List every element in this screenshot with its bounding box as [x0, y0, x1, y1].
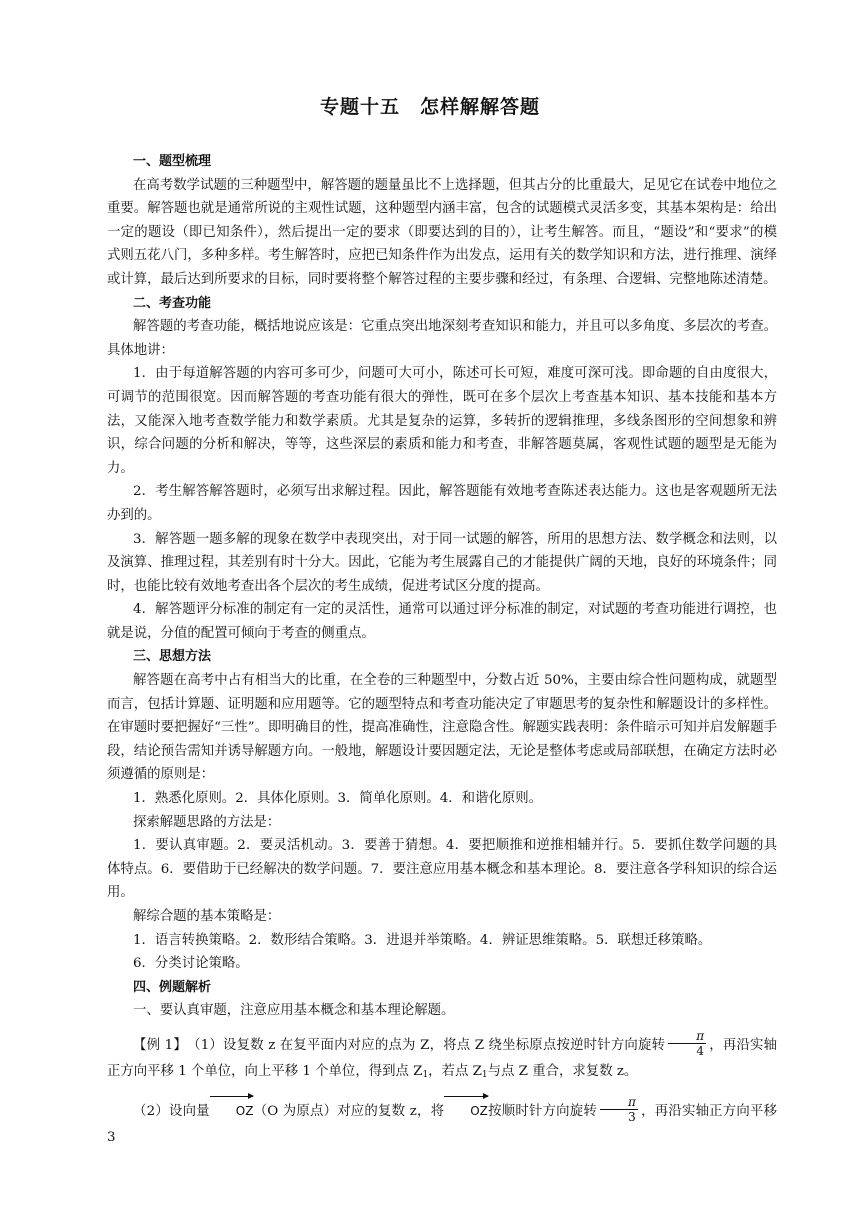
paragraph: 解综合题的基本策略是： [133, 909, 281, 924]
paragraph: 解答题的考查功能，概括地说应该是：它重点突出地深刻考查知识和能力，并且可以多角度、多层次的考查。具体地讲： [107, 319, 777, 358]
principles-list: 1．熟悉化原则。2．具体化原则。3．简单化原则。4．和谐化原则。 [133, 791, 543, 807]
strategies-list: 1．语言转换策略。2．数形结合策略。3．进退并举策略。4．辨证思维策略。5．联想迁移策略。 [133, 932, 712, 948]
example-1-question-2: （2）设向量 OZ（O 为原点）对应的复数 z，将 OZ按顺时针方向旋转 $\frac{\pi}{3}$ ，再沿实轴正方向平移 3 [107, 1094, 778, 1145]
example-label: 【例 1】 [133, 1037, 181, 1053]
section-heading-1: 一、题型梳理 [133, 154, 212, 169]
vector-oz: OZ [210, 1096, 254, 1124]
paragraph: 在高考数学试题的三种题型中，解答题的题量虽比不上选择题，但其占分的比重最大，足见它在试卷中地位之重要。解答题也就是通常所说的主观性试题，这种题型内涵丰富，包含的试题模式灵活多变，其基本架构是：给出一定的题设（即已知条件），然后提出一定的要求（即要达到的目的），让考生解答。而且，“题设”和“要求”的模式则五花八门，多种多样。考生解答时，应把已知条件作为出发点，运用有关的数学知识和方法，进行推理、演绎或计算，最后达到所要求的目标，同时要将整个解答过程的主要步骤和经过，有条理、合逻辑、完整地陈述清楚。 [107, 177, 777, 287]
paragraph: 探索解题思路的方法是： [133, 814, 281, 830]
section-heading-4: 四、例题解析 [133, 979, 212, 995]
paragraph: 一、要认真审题，注意应用基本概念和基本理论解题。 [133, 1003, 455, 1019]
paragraph: 3．解答题一题多解的现象在数学中表现突出，对于同一试题的解答，所用的思想方法、数学概念和法则，以及演算、推理过程，其差别有时十分大。因此，它能为考生展露自己的才能提供广阔的天地，良好的环境条件；同时，也能比较有效地考查出各个层次的考生成绩，促进考试区分度的提高。 [107, 531, 777, 594]
strategies-list-cont: 6．分类讨论策略。 [133, 956, 249, 972]
vector-arrow-icon [210, 1096, 254, 1097]
paragraph: 2．考生解答解答题时，必须写出求解过程。因此，解答题能有效地考查陈述表达能力。这也是客观题所无法办到的。 [107, 484, 777, 523]
paragraph: 1．由于每道解答题的内容可多可少，问题可大可小，陈述可长可短，难度可深可浅。即命题的自由度很大，可调节的范围很宽。因而解答题的考查功能有很大的弹性，既可在多个层次上考查基本知识、基本技能和基本方法，又能深入地考查数学能力和数学素质。尤其是复杂的运算，多转折的逻辑推理，多线条图形的空间想象和辨识，综合问题的分析和解决，等等，这些深层的素质和能力和考查，非解答题莫属，客观性试题的题型是无能为力。 [107, 366, 777, 476]
paragraph: 4．解答题评分标准的制定有一定的灵活性，通常可以通过评分标准的制定，对试题的考查功能进行调控，也就是说，分值的配置可倾向于考查的侧重点。 [107, 602, 777, 641]
fraction-pi-over-3: $\frac{\pi}{3}$ [600, 1095, 638, 1124]
section-heading-3: 三、思想方法 [133, 649, 212, 665]
paragraph: 解答题在高考中占有相当大的比重，在全卷的三种题型中，分数占近 50%，主要由综合性问题构成，就题型而言，包括计算题、证明题和应用题等。它的题型特点和考查功能决定了审题思考的复杂性和解题设计的多样性。在审题时要把握好“三性”。即明确目的性，提高准确性，注意隐含性。解题实践表明：条件暗示可知并启发解题手段，结论预告需知并诱导解题方向。一般地，解题设计要因题定法，无论是整体考虑或局部联想，在确定方法时必须遵循的原则是： [107, 673, 777, 783]
section-heading-2: 二、考查功能 [133, 295, 212, 311]
vector-oz: OZ [444, 1096, 488, 1124]
methods-list: 1．要认真审题。2．要灵活机动。3．要善于猜想。4．要把顺推和逆推相辅并行。5．要抓住数学问题的具体特点。6．要借助于已经解决的数学问题。7．要注意应用基本概念和基本理论。8．要注意各学科知识的综合运用。 [107, 838, 777, 901]
vector-arrow-icon [444, 1096, 488, 1097]
page-title: 专题十五 怎样解解答题 [319, 96, 540, 118]
fraction-pi-over-4: $\frac{\pi}{4}$ [668, 1029, 706, 1058]
document-body [107, 150, 777, 1149]
example-1-question-1: 【例 1】 （1）设复数 z 在复平面内对应的点为 Z，将点 Z 绕坐标原点按逆时针方向旋转 $\frac{\pi}{4}$ ，再沿实轴正方向平移 1 个单位，向上平移 1 个单位，得到点 $Z_1$，若点 $Z_1$与点 Z 重合，求复数 z。 [107, 1028, 778, 1080]
